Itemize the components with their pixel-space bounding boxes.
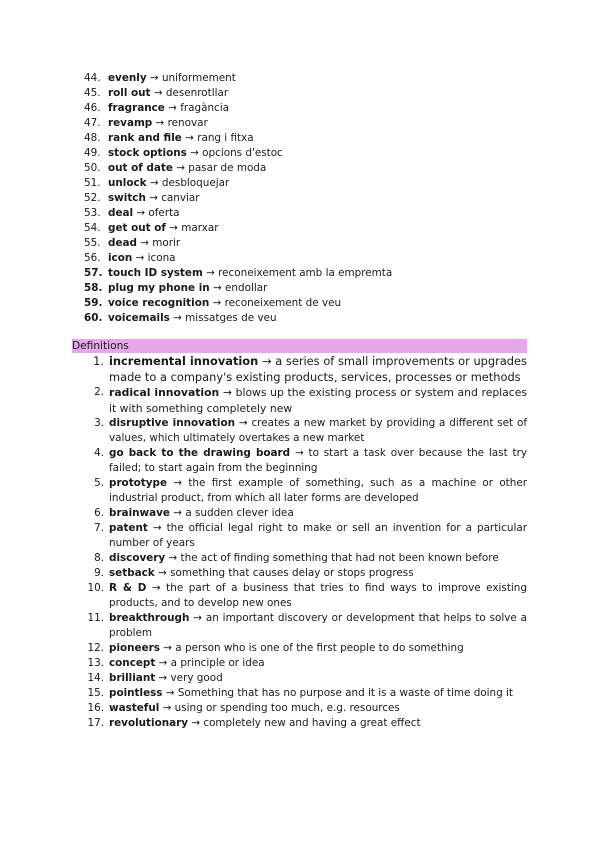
arrow-icon: → [190,147,199,159]
definition-text: using or spending too much, e.g. resources [174,702,400,714]
arrow-icon: → [158,657,168,669]
definition-text: a principle or idea [170,657,265,669]
vocab-term: revamp [108,117,153,129]
definition-term: revolutionary [109,717,189,729]
definition-number: 15. [87,687,104,699]
vocab-translation: icona [147,252,176,264]
definition-item [84,611,527,641]
definition-item [84,416,527,446]
definition-number: 12. [87,642,104,654]
definition-term: breakthrough [109,612,190,624]
vocab-term: evenly [108,72,147,84]
vocab-number: 45. [84,87,101,99]
definition-term: prototype [109,477,168,489]
arrow-icon: → [149,192,158,204]
vocab-item [84,146,524,161]
vocab-translation: opcions d'estoc [202,147,283,159]
definition-text: creates a new market by providing a different set of values, which ultimately overtakes a new market [109,417,527,444]
arrow-icon: → [158,672,168,684]
vocab-number: 47. [84,117,101,129]
definition-term: R & D [109,582,147,594]
vocab-item [84,281,524,296]
definition-number: 4. [94,447,104,459]
definition-text: the first example of something, such as a machine or other industrial product, from which all later forms are developed [109,477,527,504]
vocab-item [84,86,524,101]
definition-term: brainwave [109,507,170,519]
definition-number: 8. [94,552,104,564]
definition-text: Something that has no purpose and it is a waste of time doing it [177,687,513,699]
vocab-term: voice recognition [108,297,210,309]
vocab-term: rank and file [108,132,182,144]
arrow-icon: → [162,702,172,714]
vocab-translation: morir [152,237,181,249]
definition-number: 16. [87,702,104,714]
definition-item [84,446,527,476]
vocab-item [84,206,524,221]
vocab-translation: pasar de moda [188,162,267,174]
definition-text: something that causes delay or stops progress [170,567,414,579]
vocab-item [84,71,524,86]
vocab-number: 59. [84,297,103,309]
vocab-number: 56. [84,252,101,264]
vocab-translation: rang i fitxa [197,132,254,144]
vocab-translation: canviar [161,192,200,204]
vocab-item [84,116,524,131]
definition-text: a person who is one of the first people to do something [175,642,464,654]
definition-term: setback [109,567,155,579]
definition-number: 9. [94,567,104,579]
arrow-icon: → [212,297,222,309]
definition-term: go back to the drawing board [109,447,291,459]
definition-number: 10. [87,582,104,594]
vocab-translation: uniformement [161,72,236,84]
definition-number: 11. [87,612,104,624]
vocab-term: fragrance [108,102,165,114]
vocab-number: 49. [84,147,101,159]
vocab-translation: missatges de veu [185,312,277,324]
definition-item [84,353,527,385]
vocab-term: touch ID system [108,267,203,279]
definition-text: the part of a business that tries to find ways to improve existing products, and to develop new ones [109,582,527,609]
definition-text: a sudden clever idea [185,507,294,519]
vocab-translation: marxar [181,222,219,234]
definition-number: 5. [94,477,104,489]
vocab-number: 52. [84,192,101,204]
definition-item [84,521,527,551]
definition-number: 6. [94,507,104,519]
vocab-translation: renovar [167,117,208,129]
vocab-item [84,221,524,236]
arrow-icon: → [176,162,185,174]
vocabulary-list [84,71,524,326]
vocab-number: 60. [84,312,103,324]
vocab-term: voicemails [108,312,170,324]
vocab-translation: desenrotllar [165,87,229,99]
vocab-translation: fragància [180,102,230,114]
vocab-term: plug my phone in [108,282,210,294]
arrow-icon: → [165,687,175,699]
definition-term: patent [109,522,148,534]
definition-item [84,476,527,506]
vocab-item [84,266,524,281]
definition-number: 3. [94,417,104,429]
arrow-icon: → [173,507,182,519]
arrow-icon: → [136,207,146,219]
definition-text: the official legal right to make or sell an invention for a particular number of years [109,522,527,549]
arrow-icon: → [153,87,163,99]
definition-term: radical innovation [109,386,220,399]
definition-text: the act of finding something that had not been known before [180,552,499,564]
vocab-term: unlock [108,177,147,189]
definitions-list [84,353,527,731]
arrow-icon: → [169,222,178,234]
definition-item [84,581,527,611]
vocab-term: deal [108,207,134,219]
vocab-number: 55. [84,237,101,249]
definition-item [84,385,527,416]
definition-term: pioneers [109,642,160,654]
vocab-item [84,236,524,251]
definition-term: pointless [109,687,163,699]
definition-item [84,656,527,671]
vocab-term: get out of [108,222,166,234]
vocab-number: 50. [84,162,101,174]
definition-text: blows up the existing process or system and replaces it with something completely new [109,386,528,415]
arrow-icon: → [155,117,165,129]
vocab-translation: reconeixement amb la empremta [218,267,393,279]
definition-item [84,506,527,521]
definition-number: 1. [93,354,104,368]
definition-text: to start a task over because the last try failed; to start again from the beginning [109,447,527,474]
arrow-icon: → [163,642,172,654]
arrow-icon: → [168,552,178,564]
definition-term: wasteful [109,702,160,714]
vocab-number: 54. [84,222,101,234]
vocab-term: roll out [108,87,151,99]
vocab-translation: endollar [225,282,268,294]
vocab-item [84,131,524,146]
vocab-number: 44. [84,72,101,84]
arrow-icon: → [149,177,159,189]
vocab-item [84,191,524,206]
vocab-item [84,101,524,116]
arrow-icon: → [168,102,177,114]
definition-item [84,641,527,656]
definition-text: completely new and having a great effect [203,717,421,729]
definition-item [84,551,527,566]
arrow-icon: → [294,447,304,459]
vocab-item [84,161,524,176]
arrow-icon: → [193,612,202,624]
arrow-icon: → [135,252,145,264]
arrow-icon: → [158,567,167,579]
arrow-icon: → [222,386,232,399]
definition-number: 13. [87,657,104,669]
arrow-icon: → [185,132,194,144]
arrow-icon: → [149,72,159,84]
definition-term: concept [109,657,156,669]
vocab-item [84,176,524,191]
arrow-icon: → [152,522,162,534]
definitions-heading: Definitions [72,339,527,353]
definition-number: 14. [87,672,104,684]
vocab-term: out of date [108,162,173,174]
definition-term: brilliant [109,672,156,684]
definition-term: discovery [109,552,166,564]
vocab-translation: reconeixement de veu [224,297,342,309]
definition-number: 2. [94,386,104,398]
vocab-number: 57. [84,267,103,279]
vocab-term: dead [108,237,137,249]
arrow-icon: → [261,354,272,368]
arrow-icon: → [151,582,161,594]
definition-item [84,671,527,686]
vocab-translation: oferta [148,207,180,219]
vocab-number: 58. [84,282,103,294]
definition-item [84,686,527,701]
vocab-number: 51. [84,177,101,189]
vocab-term: stock options [108,147,187,159]
definition-term: incremental innovation [109,354,259,368]
definition-item [84,716,527,731]
vocab-item [84,311,524,326]
vocab-translation: desbloquejar [161,177,230,189]
vocab-term: switch [108,192,146,204]
definition-item [84,701,527,716]
arrow-icon: → [173,312,182,324]
arrow-icon: → [173,477,183,489]
arrow-icon: → [140,237,149,249]
definition-text: a series of small improvements or upgrades made to a company's existing products, services, processes or methods [109,354,527,384]
vocab-item [84,251,524,266]
definition-text: an important discovery or development that helps to solve a problem [109,612,527,639]
definition-term: disruptive innovation [109,417,235,429]
vocab-item [84,296,524,311]
arrow-icon: → [191,717,201,729]
definition-number: 17. [87,717,104,729]
definition-number: 7. [94,522,104,534]
definition-text: very good [170,672,223,684]
vocab-number: 46. [84,102,101,114]
definition-item [84,566,527,581]
arrow-icon: → [212,282,222,294]
arrow-icon: → [206,267,215,279]
vocab-number: 53. [84,207,101,219]
vocab-term: icon [108,252,133,264]
vocab-number: 48. [84,132,101,144]
arrow-icon: → [238,417,248,429]
